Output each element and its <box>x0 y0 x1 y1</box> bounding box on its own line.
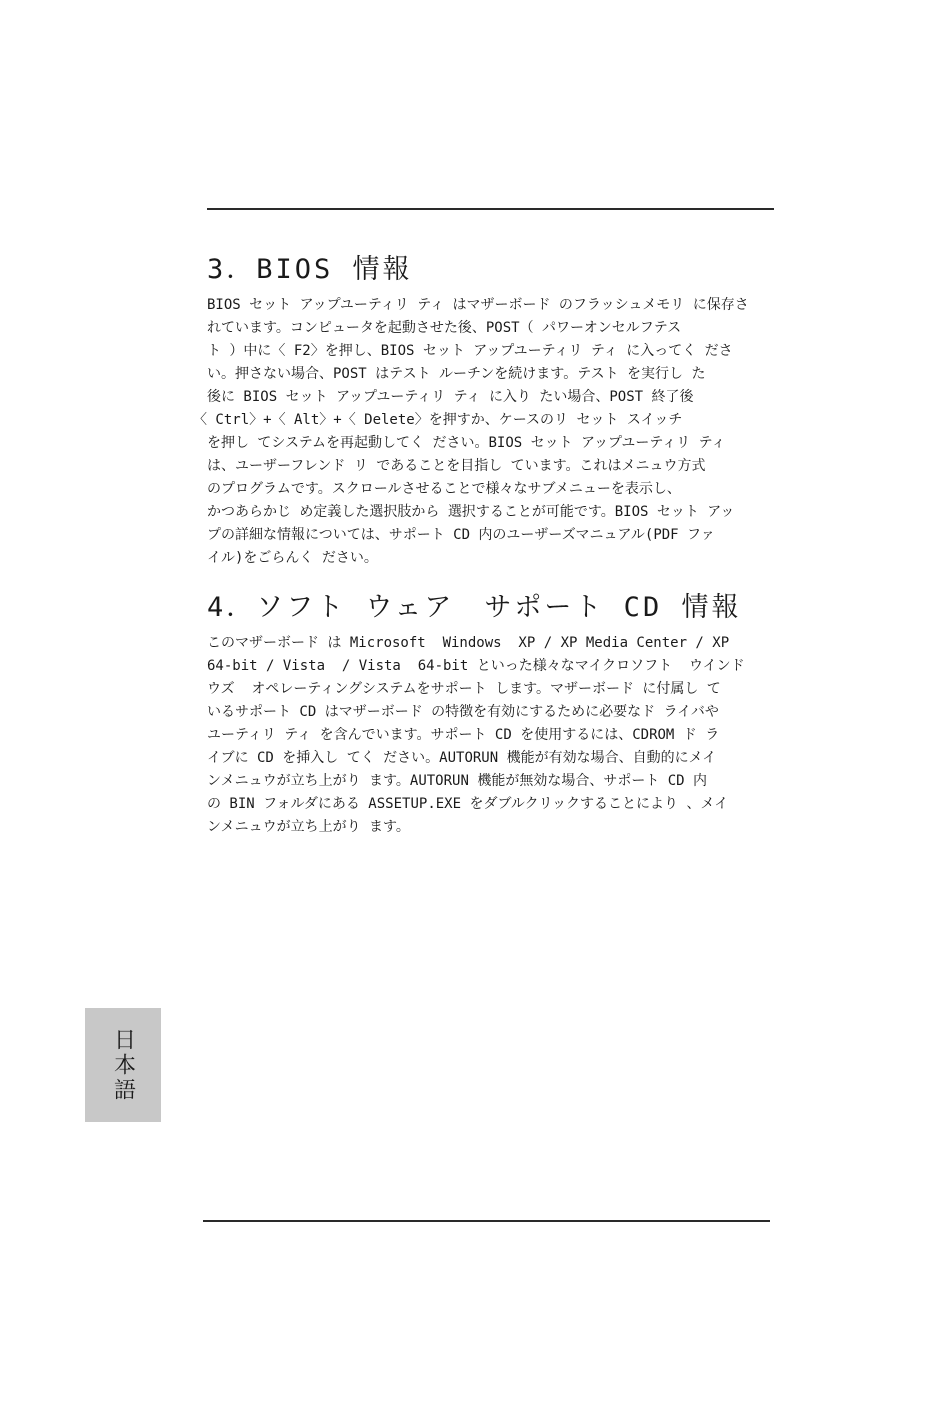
section-body-support-cd <box>207 632 769 839</box>
text-line: プの詳細な情報については、サポート CD 内のユーザーズマニュアル(PDF ファ <box>207 527 715 543</box>
text-line: 後に BIOS セット アップユーティリ ティ に入り たい場合、POST 終了後 <box>207 389 694 405</box>
language-tab-label: 日本語 <box>110 1027 136 1103</box>
text-line: このマザーボード は Microsoft Windows XP / XP Media Center / XP <box>207 635 730 651</box>
section-heading-support-cd: 4．ソフト ウェア サポート CD 情報 <box>207 592 742 623</box>
text-line: の BIN フォルダにある ASSETUP.EXE をダブルクリックすることにより 、メイ <box>207 796 729 812</box>
text-line: 64-bit / Vista / Vista 64-bit といった様々なマイクロソフト ウインド <box>207 658 745 674</box>
text-line: イブに CD を挿入し てく ださい。AUTORUN 機能が有効な場合、自動的にメイ <box>207 750 717 766</box>
text-line: を押し てシステムを再起動してく ださい。BIOS セット アップユーティリ ティ <box>207 435 726 451</box>
text-line: のプログラムです。スクロールさせることで様々なサブメニューを表示し、 <box>207 481 681 497</box>
text-line: BIOS セット アップユーティリ ティ はマザーボード のフラッシュメモリ に保存さ <box>207 297 749 313</box>
text-line: は、ユーザーフレンド リ であることを目指し ています。これはメニュウ方式 <box>207 458 706 474</box>
text-line: かつあらかじ め定義した選択肢から 選択することが可能です。BIOS セット アッ <box>207 504 735 520</box>
text-line: ウズ オペレーティングシステムをサポート します。マザーボード に付属し て <box>207 681 721 697</box>
text-line: れています。コンピュータを起動させた後、POST（ パワーオンセルフテス <box>207 320 682 336</box>
text-line: イル)をごらんく ださい。 <box>207 550 378 566</box>
bottom-divider <box>203 1220 770 1222</box>
text-line: い。押さない場合、POST はテスト ルーチンを続けます。テスト を実行し た <box>207 366 706 382</box>
language-tab <box>85 1008 161 1122</box>
text-line: ユーティリ ティ を含んでいます。サポート CD を使用するには、CDROM ド ラ <box>207 727 720 743</box>
top-divider <box>207 208 774 210</box>
section-support-cd-info <box>207 588 769 839</box>
section-body-bios <box>193 294 769 570</box>
text-line: 〈 Ctrl〉+〈 Alt〉+〈 Delete〉を押すか、ケースのリ セット スイッチ <box>193 412 683 428</box>
section-bios-info <box>193 250 769 570</box>
text-line: ンメニュウが立ち上がり ます。 <box>207 819 410 835</box>
text-line: いるサポート CD はマザーボード の特徴を有効にするために必要なド ライバや <box>207 704 719 720</box>
text-line: ト ）中に〈 F2〉を押し、BIOS セット アップユーティリ ティ に入ってく ださ <box>207 343 733 359</box>
text-line: ンメニュウが立ち上がり ます。AUTORUN 機能が無効な場合、サポート CD 内 <box>207 773 708 789</box>
section-heading-bios: 3．BIOS 情報 <box>207 254 413 285</box>
